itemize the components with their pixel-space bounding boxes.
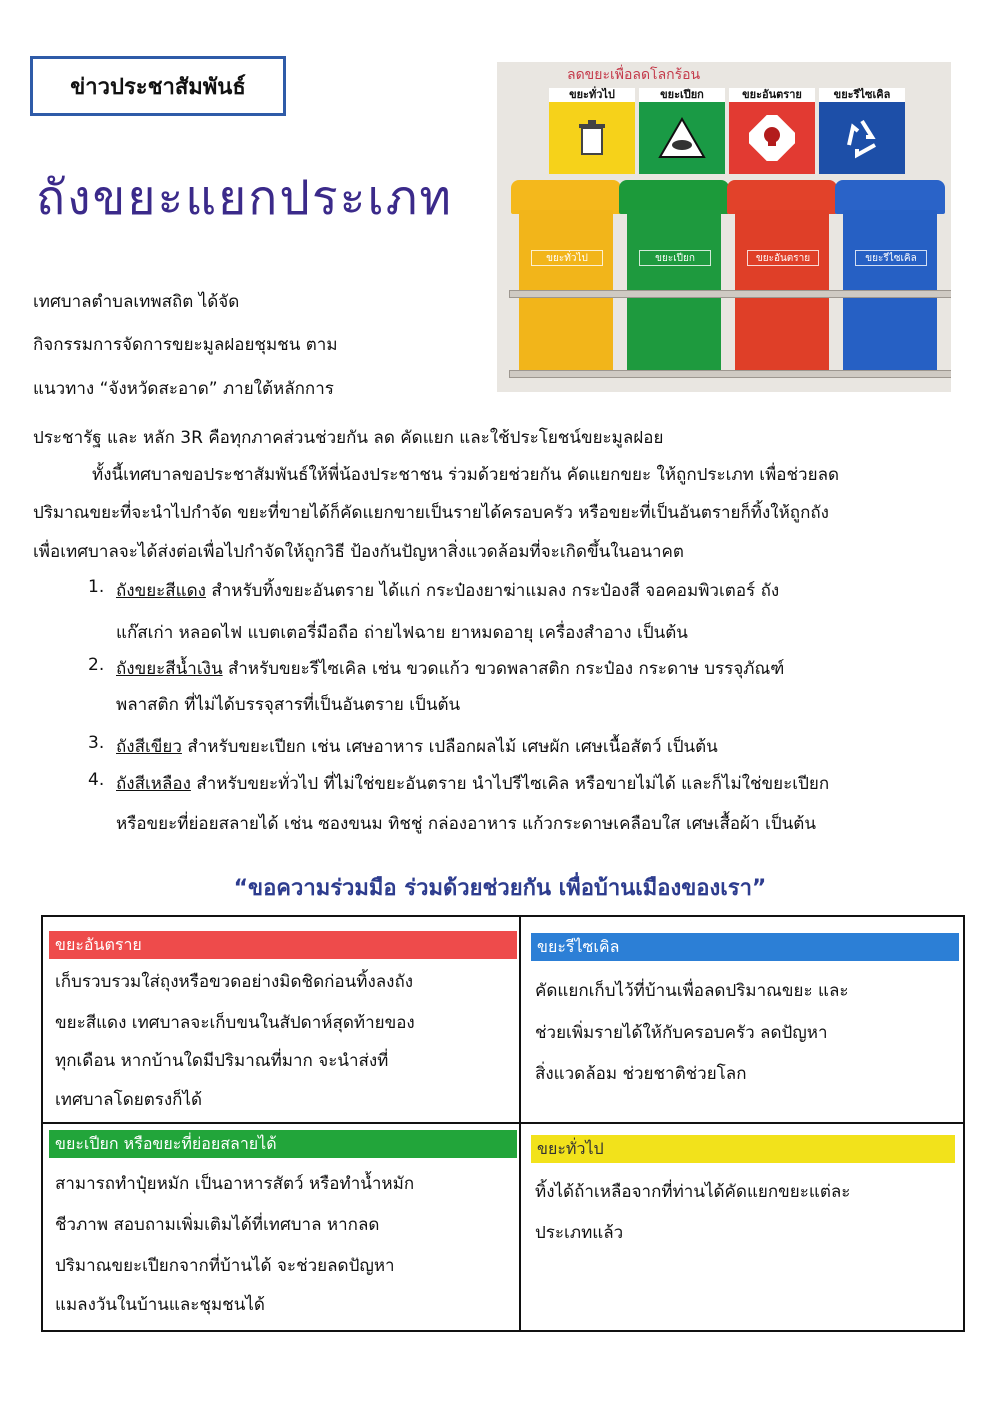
waste-type-grid xyxy=(41,915,965,1332)
general-line: ประเภทแล้ว xyxy=(535,1223,624,1243)
news-badge-label: ข่าวประชาสัมพันธ์ xyxy=(70,74,246,100)
bin-label: ขยะอันตราย xyxy=(747,250,819,266)
list-item-head: ถังขยะสีน้ำเงิน xyxy=(116,659,223,679)
list-item-head: ถังขยะสีแดง xyxy=(116,581,206,601)
sign-label: ขยะเปียก xyxy=(639,88,725,102)
bin-signs xyxy=(549,88,905,174)
recycle-head: ขยะรีไซเคิล xyxy=(531,933,959,961)
hazardous-line: เทศบาลโดยตรงก็ได้ xyxy=(55,1090,203,1110)
wet-line: ชีวภาพ สอบถามเพิ่มเติมได้ที่เทศบาล หากลด xyxy=(55,1215,380,1235)
list-item-text: สำหรับขยะทั่วไป ที่ไม่ใช่ขยะอันตราย นำไปรีไซเคิล หรือขายไม่ได้ และก็ไม่ใช่ขยะเปียก xyxy=(190,774,830,794)
recycle-icon xyxy=(839,115,885,161)
list-item-cont: หรือขยะที่ย่อยสลายได้ เช่น ซองขนม ทิชชู่ กล่องอาหาร แก้วกระดาษเคลือบใส เศษเสื้อผ้า เป็นต้น xyxy=(116,814,816,834)
list-number: 4. xyxy=(88,770,105,790)
list-item-text: สำหรับทิ้งขยะอันตราย ได้แก่ กระป๋องยาฆ่าแมลง กระป๋องสี จอคอมพิวเตอร์ ถัง xyxy=(205,581,780,601)
sign-label: ขยะรีไซเคิล xyxy=(819,88,905,102)
rail xyxy=(509,370,951,378)
sign-recycle xyxy=(819,88,905,174)
slogan: “ขอความร่วมมือ ร่วมด้วยช่วยกัน เพื่อบ้านเมืองของเรา” xyxy=(233,876,767,901)
list-item-yellow xyxy=(116,770,829,797)
sign-general xyxy=(549,88,635,174)
wet-line: สามารถทำปุ๋ยหมัก เป็นอาหารสัตว์ หรือทำน้ำหมัก xyxy=(55,1174,415,1194)
general-head: ขยะทั่วไป xyxy=(531,1135,955,1163)
wet-head: ขยะเปียก หรือขยะที่ย่อยสลายได้ xyxy=(49,1130,517,1158)
news-badge xyxy=(30,56,286,116)
list-item-cont: แก๊สเก่า หลอดไฟ แบตเตอรี่มือถือ ถ่ายไฟฉาย ยาหมดอายุ เครื่องสำอาง เป็นต้น xyxy=(116,623,688,643)
list-item-cont: พลาสติก ที่ไม่ได้บรรจุสารที่เป็นอันตราย เป็นต้น xyxy=(116,695,461,715)
bin-label: ขยะเปียก xyxy=(639,250,711,266)
bins-photo xyxy=(497,62,951,392)
list-item-blue xyxy=(116,655,784,682)
list-item-head: ถังสีเขียว xyxy=(116,737,182,757)
recycle-line: คัดแยกเก็บไว้ที่บ้านเพื่อลดปริมาณขยะ และ xyxy=(535,981,849,1001)
sign-label: ขยะทั่วไป xyxy=(549,88,635,102)
list-item-green xyxy=(116,733,718,760)
list-item-text: สำหรับขยะรีไซเคิล เช่น ขวดแก้ว ขวดพลาสติก กระป๋อง กระดาษ บรรจุภัณฑ์ xyxy=(222,659,785,679)
list-number: 2. xyxy=(88,655,105,675)
sign-label: ขยะอันตราย xyxy=(729,88,815,102)
bin-blue xyxy=(837,180,943,380)
hazardous-line: เก็บรวบรวมใส่ถุงหรือขวดอย่างมิดชิดก่อนทิ้งลงถัง xyxy=(55,972,414,992)
intro-line: เทศบาลตำบลเทพสถิต ได้จัด xyxy=(33,292,240,312)
intro-line: ประชารัฐ และ หลัก 3R คือทุกภาคส่วนช่วยกัน ลด คัดแยก และใช้ประโยชน์ขยะมูลฝอย xyxy=(33,428,664,448)
intro-line: เพื่อเทศบาลจะได้ส่งต่อเพื่อไปกำจัดให้ถูกวิธี ป้องกันปัญหาสิ่งแวดล้อมที่จะเกิดขึ้นในอนาคต xyxy=(33,542,684,562)
general-line: ทิ้งได้ถ้าเหลือจากที่ท่านได้คัดแยกขยะแต่ละ xyxy=(535,1182,851,1202)
sign-hazardous xyxy=(729,88,815,174)
intro-line: ปริมาณขยะที่จะนำไปกำจัด ขยะที่ขายได้ก็คัดแยกขายเป็นรายได้ครอบครัว หรือขยะที่เป็นอันตรายก็ทิ้งให้ถูกถัง xyxy=(33,503,829,523)
bin-yellow xyxy=(513,180,619,380)
bin-label: ขยะทั่วไป xyxy=(531,250,603,266)
hazardous-line: ขยะสีแดง เทศบาลจะเก็บขนในสัปดาห์สุดท้ายของ xyxy=(55,1013,415,1033)
wet-line: แมลงวันในบ้านและชุมชนได้ xyxy=(55,1295,265,1315)
trash-icon xyxy=(572,116,612,160)
photo-caption: ลดขยะเพื่อลดโลกร้อน xyxy=(567,67,701,83)
list-item-red xyxy=(116,577,779,604)
list-item-head: ถังสีเหลือง xyxy=(116,774,191,794)
sign-wet xyxy=(639,88,725,174)
skull-icon xyxy=(749,115,795,161)
page-title: ถังขยะแยกประเภท xyxy=(36,170,454,226)
grid-divider xyxy=(43,1122,963,1124)
intro-line: แนวทาง “จังหวัดสะอาด” ภายใต้หลักการ xyxy=(33,379,334,399)
recycle-line: ช่วยเพิ่มรายได้ให้กับครอบครัว ลดปัญหา xyxy=(535,1023,828,1043)
list-number: 3. xyxy=(88,733,105,753)
list-number: 1. xyxy=(88,577,105,597)
intro-line: ทั้งนี้เทศบาลขอประชาสัมพันธ์ให้พี่น้องประชาชน ร่วมด้วยช่วยกัน คัดแยกขยะ ให้ถูกประเภท เพื่อช่วยลด xyxy=(92,465,840,485)
bin-green xyxy=(621,180,727,380)
list-item-text: สำหรับขยะเปียก เช่น เศษอาหาร เปลือกผลไม้ เศษผัก เศษเนื้อสัตว์ เป็นต้น xyxy=(181,737,718,757)
hazardous-head: ขยะอันตราย xyxy=(49,931,517,959)
recycle-line: สิ่งแวดล้อม ช่วยชาติช่วยโลก xyxy=(535,1064,747,1084)
bin-label: ขยะรีไซเคิล xyxy=(855,250,927,266)
bin-red xyxy=(729,180,835,380)
wet-line: ปริมาณขยะเปียกจากที่บ้านได้ จะช่วยลดปัญหา xyxy=(55,1256,395,1276)
intro-line: กิจกรรมการจัดการขยะมูลฝอยชุมชน ตาม xyxy=(33,335,338,355)
bins-row xyxy=(509,180,941,385)
hazardous-line: ทุกเดือน หากบ้านใดมีปริมาณที่มาก จะนำส่งที่ xyxy=(55,1051,389,1071)
warning-triangle-icon xyxy=(657,115,707,161)
rail xyxy=(509,290,951,298)
